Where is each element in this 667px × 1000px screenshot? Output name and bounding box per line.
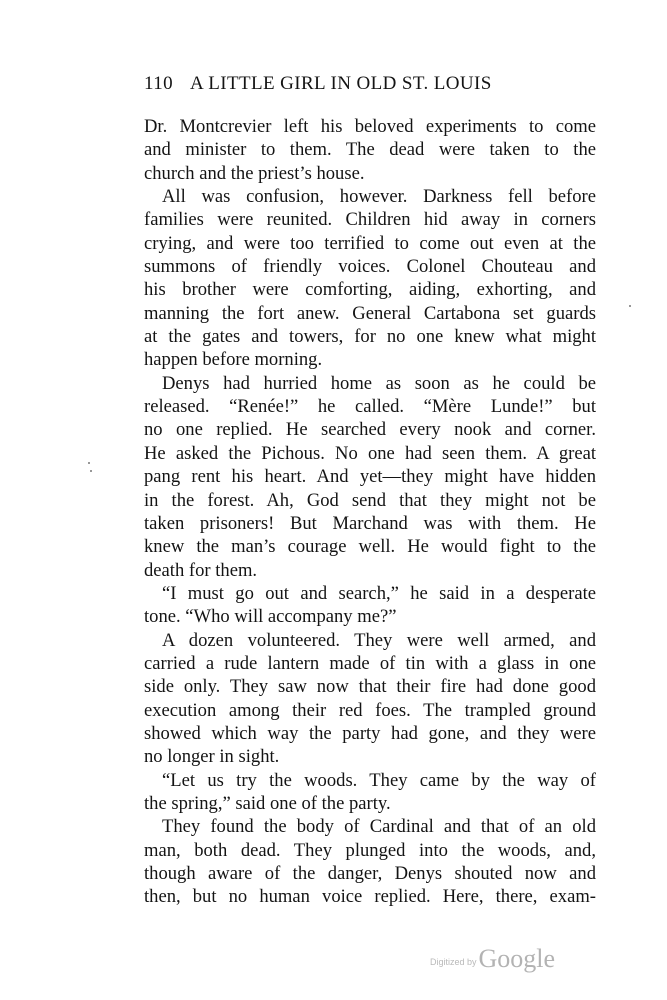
text-line: showed which way the party had gone, and they were — [144, 722, 596, 744]
scan-speck — [88, 462, 90, 464]
running-head — [144, 73, 596, 101]
text-line: no one replied. He searched every nook and corner. — [144, 419, 596, 441]
text-line: tone. “Who will accompany me?” — [144, 606, 397, 628]
text-line: and minister to them. The dead were taken to the — [144, 139, 596, 161]
scan-speck — [629, 305, 631, 307]
text-line: pang rent his heart. And yet—they might have hidden — [144, 466, 596, 488]
text-line: crying, and were too terrified to come out even at the — [144, 232, 596, 254]
text-line: happen before morning. — [144, 349, 323, 371]
text-line: All was confusion, however. Darkness fell before — [162, 186, 596, 208]
text-line: execution among their red foes. The trampled ground — [144, 699, 596, 721]
text-line: A dozen volunteered. They were well armed, and — [162, 629, 596, 651]
text-line: taken prisoners! But Marchand was with them. He — [144, 512, 596, 534]
text-line: no longer in sight. — [144, 746, 280, 768]
running-title: A LITTLE GIRL IN OLD ST. LOUIS — [190, 73, 492, 94]
text-line: the spring,” said one of the party. — [144, 792, 391, 814]
text-line: in the forest. Ah, God send that they might not be — [144, 489, 596, 511]
text-line: summons of friendly voices. Colonel Chouteau and — [144, 256, 596, 278]
text-line: at the gates and towers, for no one knew what might — [144, 326, 596, 348]
digitization-attribution — [430, 944, 555, 984]
text-line: families were reunited. Children hid away in corners — [144, 209, 596, 231]
text-line: church and the priest’s house. — [144, 162, 365, 184]
text-line: He asked the Pichous. No one had seen them. A great — [144, 442, 596, 464]
page-number: 110 — [144, 73, 173, 94]
text-line: knew the man’s courage well. He would fight to the — [144, 536, 596, 558]
text-line: “Let us try the woods. They came by the way of — [162, 769, 596, 791]
text-line: released. “Renée!” he called. “Mère Lunde!” but — [144, 396, 596, 418]
scan-speck — [90, 470, 92, 472]
text-line: manning the fort anew. General Cartabona set guards — [144, 302, 596, 324]
google-logo: Google — [478, 944, 556, 973]
text-line: carried a rude lantern made of tin with a glass in one — [144, 652, 596, 674]
text-line: side only. They saw now that their fire had done good — [144, 676, 596, 698]
text-line: They found the body of Cardinal and that of an old — [162, 816, 596, 838]
body-text — [144, 115, 596, 909]
text-line: Denys had hurried home as soon as he could be — [162, 372, 596, 394]
text-line: Dr. Montcrevier left his beloved experiments to come — [144, 116, 596, 137]
text-line: then, but no human voice replied. Here, there, exam- — [144, 886, 596, 908]
text-line: death for them. — [144, 559, 258, 581]
digitized-by-label: Digitized by — [430, 957, 477, 967]
text-line: “I must go out and search,” he said in a desperate — [162, 582, 596, 604]
text-line: though aware of the danger, Denys shouted now and — [144, 863, 596, 884]
text-line: man, both dead. They plunged into the woods, and, — [144, 839, 596, 861]
text-line: his brother were comforting, aiding, exhorting, and — [144, 279, 596, 301]
